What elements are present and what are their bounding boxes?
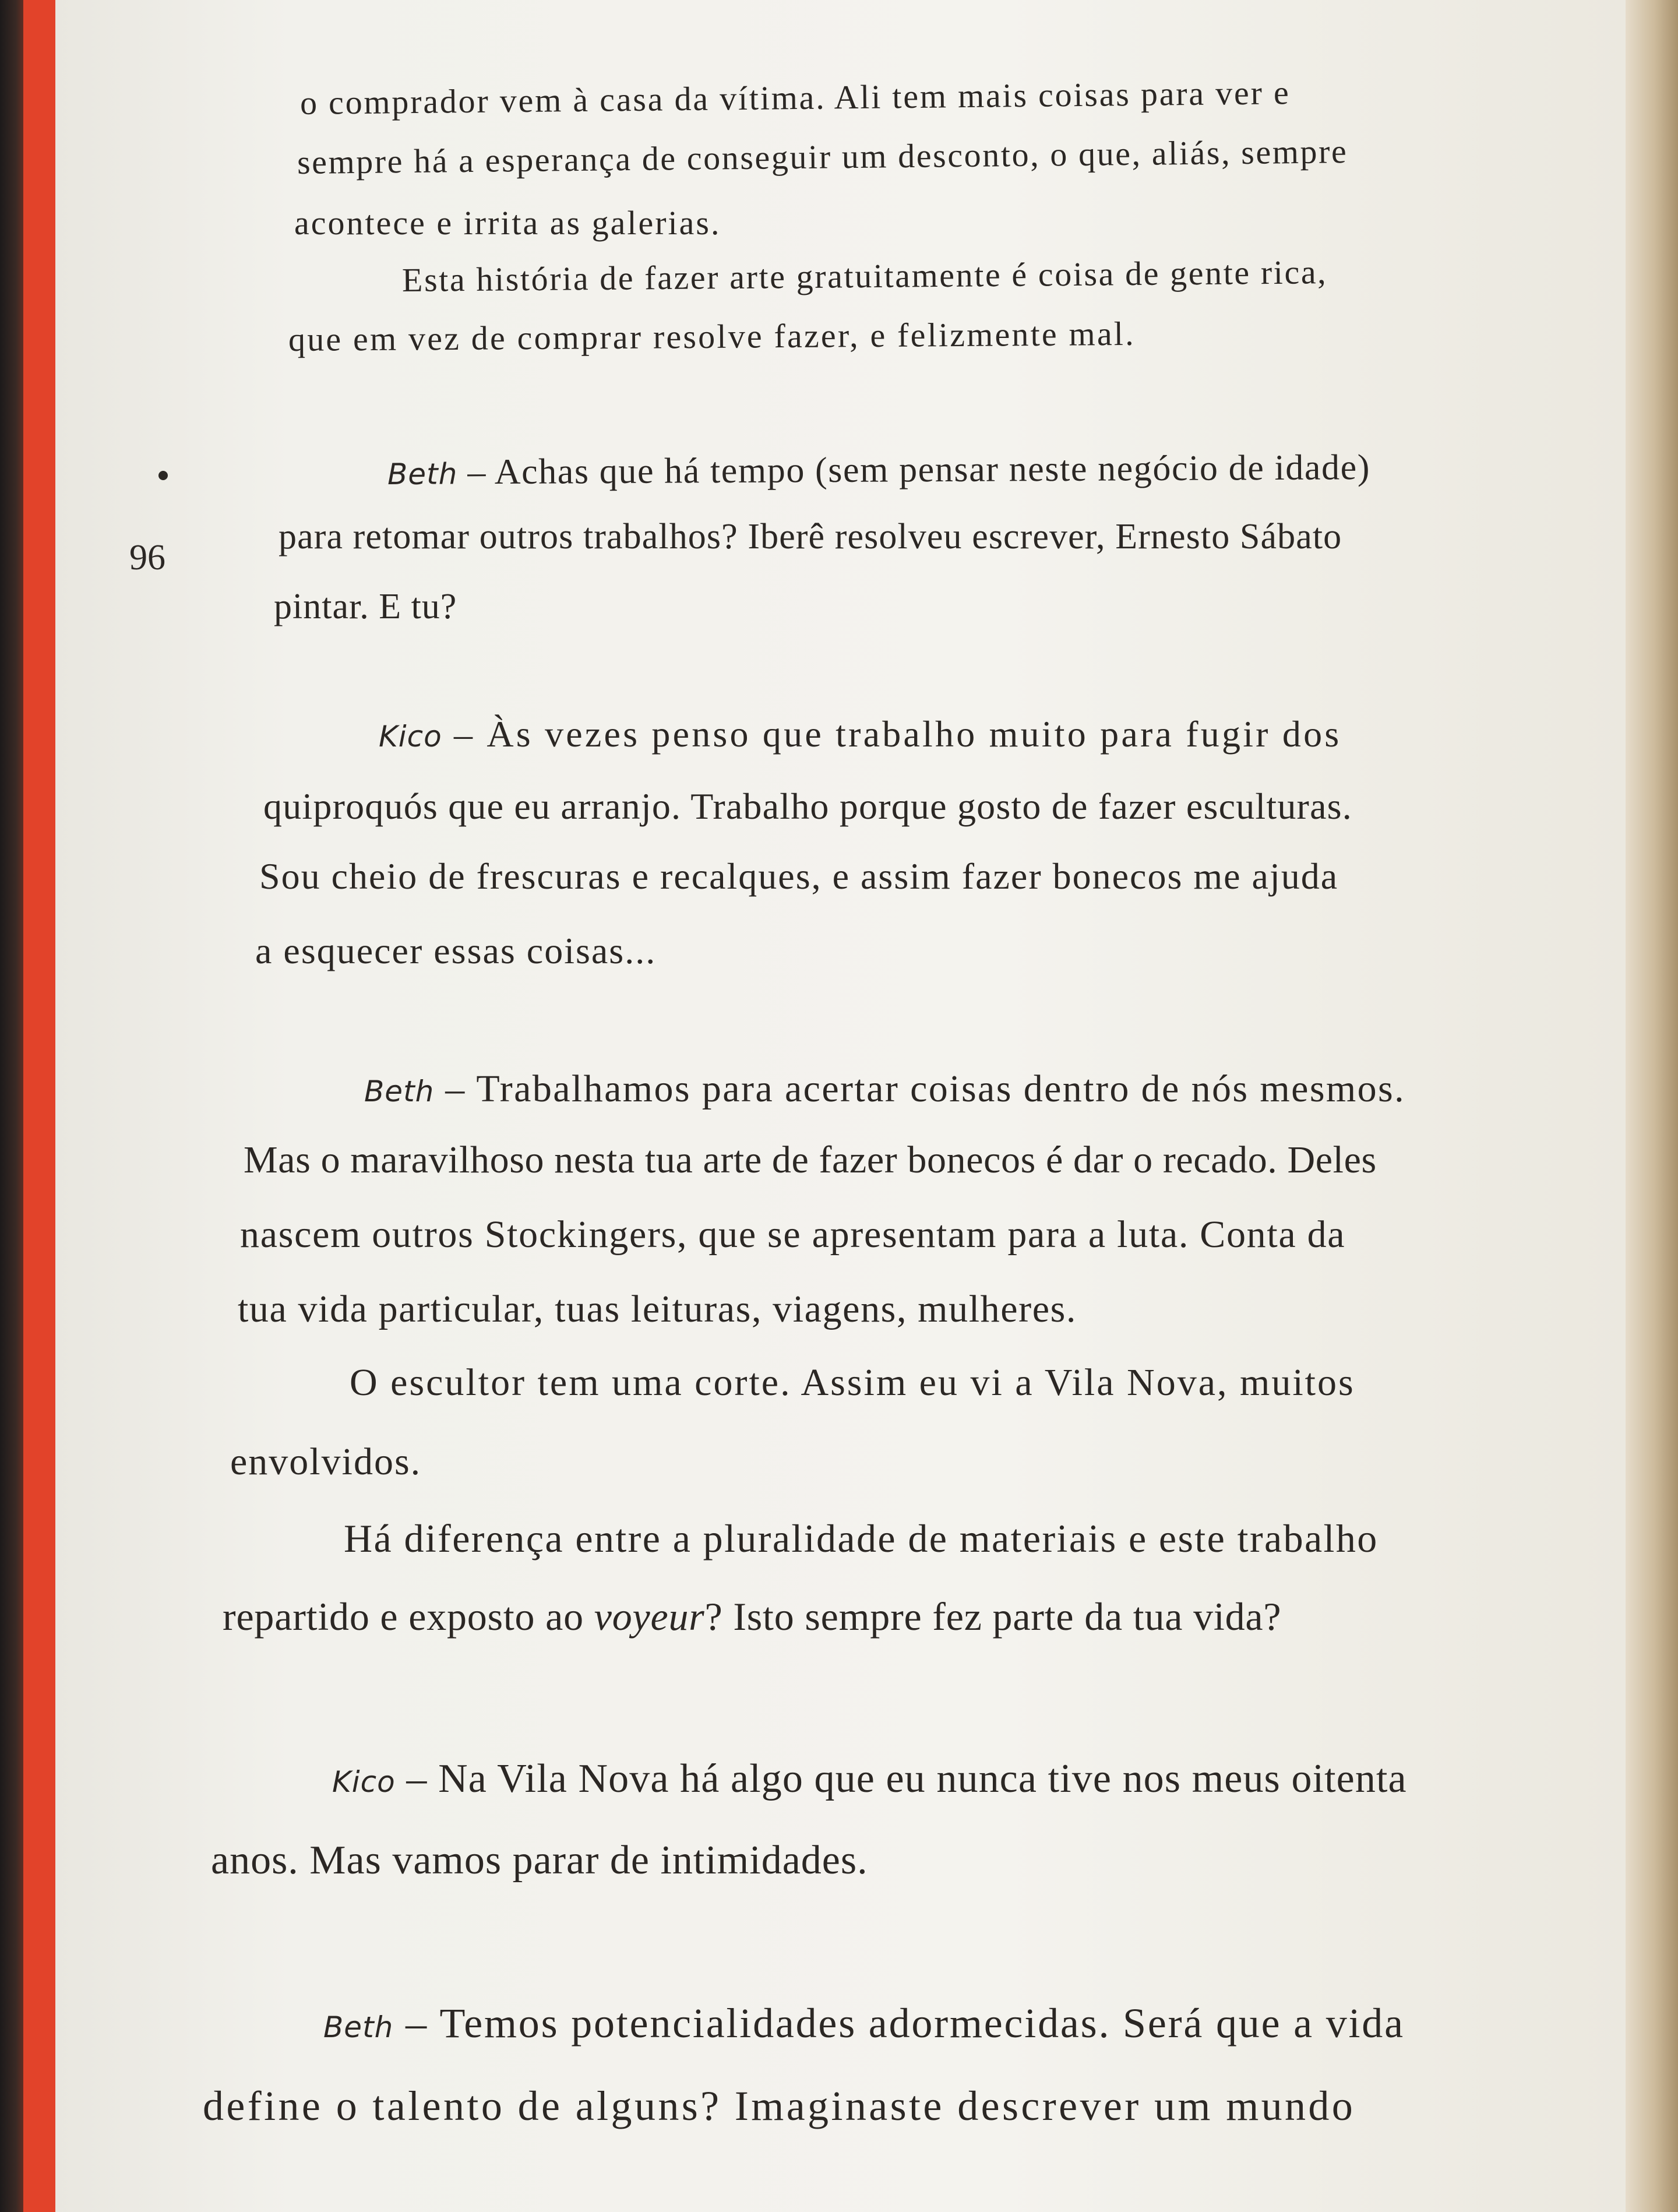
line-text: – Trabalhamos para acertar coisas dentro de nós mesmos. [434, 1068, 1406, 1110]
line-text: Há diferença entre a pluralidade de materiais e este trabalho [344, 1516, 1379, 1561]
speaker-name: Kico [332, 1765, 396, 1799]
speaker-name: Beth [323, 2010, 394, 2044]
text-line [344, 1516, 1379, 1561]
text-line [323, 2000, 1405, 2047]
line-text: acontece e irrita as galerias. [294, 204, 721, 242]
text-line [350, 1361, 1355, 1404]
text-line [240, 1213, 1346, 1256]
text-line [230, 1440, 422, 1483]
speaker-name: Beth [387, 457, 458, 491]
speaker-name: Kico [379, 720, 442, 753]
text-line [387, 449, 1370, 491]
text-line [263, 788, 1352, 825]
page-number: 96 [129, 538, 165, 577]
text-line [255, 932, 656, 970]
text-line [238, 1290, 1077, 1329]
line-text: envolvidos. [230, 1440, 422, 1483]
line-text: pintar. E tu? [274, 587, 457, 626]
text-line [259, 855, 1339, 897]
line-text: quiproquós que eu arranjo. Trabalho porque gosto de fazer esculturas. [263, 786, 1352, 827]
line-text: – Às vezes penso que trabalho muito para fugir dos [442, 713, 1342, 755]
line-text: anos. Mas vamos parar de intimidades. [211, 1838, 868, 1883]
text-line [279, 519, 1342, 555]
book-cover-red-edge [23, 0, 58, 2212]
line-text: a esquecer essas coisas... [255, 930, 657, 971]
text-line [402, 255, 1328, 297]
line-text: sempre há a esperança de conseguir um desconto, o que, aliás, sempre [297, 132, 1348, 181]
line-text: repartido e exposto ao [223, 1594, 594, 1639]
line-text: nascem outros Stockingers, que se apresentam para a luta. Conta da [240, 1213, 1346, 1256]
text-line [223, 1594, 1282, 1639]
text-line [274, 589, 457, 625]
margin-dot [158, 471, 168, 480]
text-line [364, 1070, 1405, 1108]
text-line [288, 314, 1136, 358]
line-text: Sou cheio de frescuras e recalques, e assim fazer bonecos me ajuda [259, 855, 1339, 897]
page-stack-edge [1626, 0, 1678, 2212]
text-line [211, 1840, 868, 1881]
italic-term: voyeur [594, 1594, 705, 1639]
speaker-name: Beth [364, 1075, 435, 1108]
line-text: tua vida particular, tuas leituras, viagens, mulheres. [238, 1288, 1077, 1330]
line-text: define o talento de alguns? Imaginaste descrever um mundo [203, 2083, 1356, 2129]
text-line [332, 1756, 1407, 1801]
line-text: ? Isto sempre fez parte da tua vida? [704, 1594, 1282, 1639]
line-text: – Temos potencialidades adormecidas. Será que a vida [393, 2000, 1405, 2047]
line-text: Esta história de fazer arte gratuitamente é coisa de gente rica, [401, 253, 1328, 299]
line-text: para retomar outros trabalhos? Iberê resolveu escrever, Ernesto Sábato [279, 517, 1342, 556]
text-line [379, 713, 1342, 755]
line-text: O escultor tem uma corte. Assim eu vi a Vila Nova, muitos [350, 1361, 1355, 1404]
line-text: Mas o maravilhoso nesta tua arte de fazer bonecos é dar o recado. Deles [244, 1139, 1377, 1181]
line-text: que em vez de comprar resolve fazer, e felizmente mal. [288, 314, 1136, 358]
line-text: – Achas que há tempo (sem pensar neste negócio de idade) [457, 448, 1371, 492]
text-line [244, 1141, 1377, 1179]
line-text: o comprador vem à casa da vítima. Ali tem mais coisas para ver e [299, 73, 1291, 122]
line-text: – Na Vila Nova há algo que eu nunca tive nos meus oitenta [395, 1756, 1407, 1801]
text-line [203, 2085, 1355, 2127]
text-line [294, 206, 721, 240]
